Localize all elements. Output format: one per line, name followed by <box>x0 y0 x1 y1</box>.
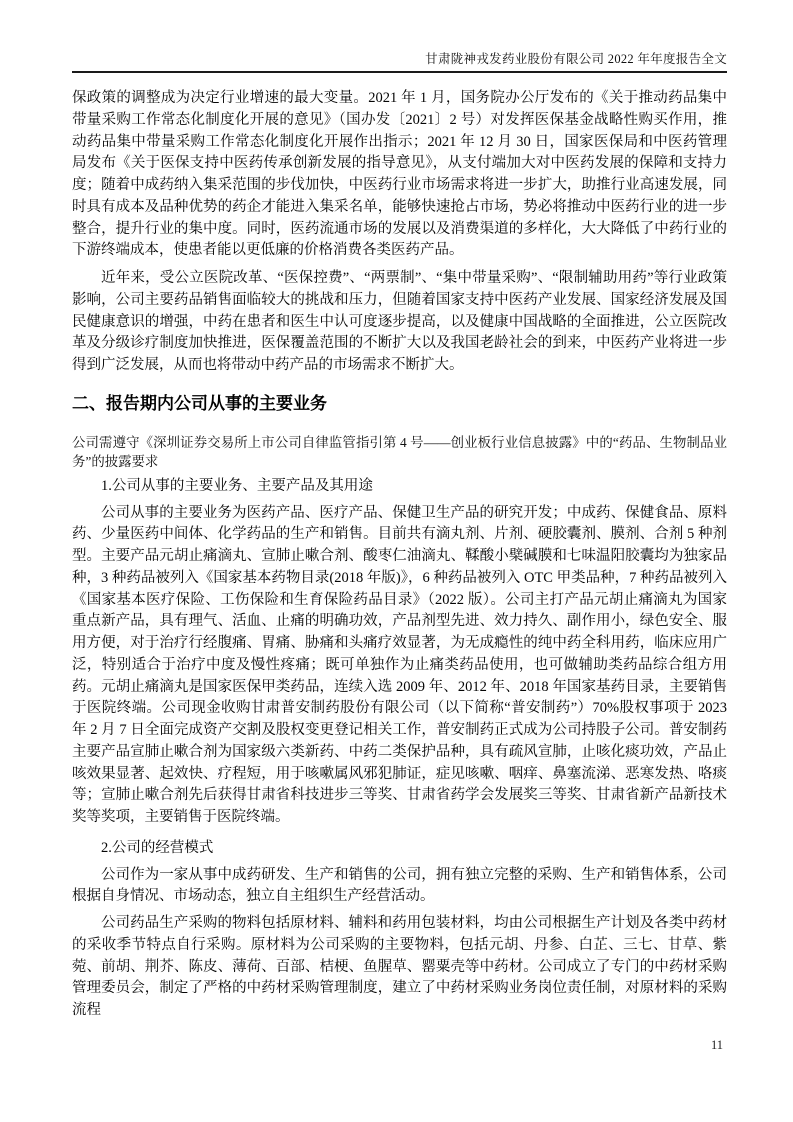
page-content <box>72 88 727 1022</box>
paragraph-recent-years: 近年来，受公立医院改革、“医保控费”、“两票制”、“集中带量采购”、“限制辅助用药”等行业政策影响，公司主要药品销售面临较大的挑战和压力，但随着国家支持中医药产业发展、国家经济发展及国民健康意识的增强，中药在患者和医生中认可度逐步提高，以及健康中国战略的全面推进，公立医院改革及分级诊疗制度加快推进，医保覆盖范围的不断扩大以及我国老龄社会的到来，中医药产业将进一步得到广泛发展，从而也将带动中药产品的市场需求不断扩大。 <box>72 270 727 373</box>
subsection-2-heading: 2.公司的经营模式 <box>101 839 214 856</box>
subsection-1-heading: 1.公司从事的主要业务、主要产品及其用途 <box>101 477 373 494</box>
paragraph-procurement: 公司药品生产采购的物料包括原材料、辅料和药用包装材料，均由公司根据生产计划及各类中药材的采收季节特点自行采购。原材料为公司采购的主要物料，包括元胡、丹参、白芷、三七、甘草、紫菀、前胡、荆芥、陈皮、薄荷、百部、桔梗、鱼腥草、罂粟壳等中药材。公司成立了专门的中药材采购管理委员会，制定了严格的中药材采购管理制度，建立了中药材采购业务岗位责任制，对原材料的采购流程 <box>72 915 727 1018</box>
page-number: 11 <box>710 1038 723 1052</box>
header-title: 甘肃陇神戎发药业股份有限公司 2022 年年度报告全文 <box>425 52 727 66</box>
section-heading-main-business: 二、报告期内公司从事的主要业务 <box>72 393 327 413</box>
paragraph-policy-continued: 保政策的调整成为决定行业增速的最大变量。2021 年 1 月，国务院办公厅发布的《关于推动药品集中带量采购工作常态化制度化开展的意见》（国办发〔2021〕2 号）对发挥医保基金战略性购买作用，推动药品集中带量采购工作常态化制度化开展作出指示；2021 年 12 月 30 日，国家医保局和中医药管理局发布《关于医保支持中医药传承创新发展的指导意见》，从支付端加大对中医药发展的保障和支持力度；随着中成药纳入集采范围的步伐加快，中医药行业市场需求将进一步扩大，助推行业高速发展，同时具有成本及品种优势的药企才能进入集采名单，能够快速抢占市场，势必将推动中医药行业的进一步整合，提升行业的集中度。同时，医药流通市场的发展以及消费渠道的多样化，大大降低了中药行业的下游终端成本，使患者能以更低廉的价格消费各类医药产品。 <box>72 90 727 259</box>
disclosure-note: 公司需遵守《深圳证券交易所上市公司自律监管指引第 4 号——创业板行业信息披露》中的“药品、生物制品业务”的披露要求 <box>72 434 727 469</box>
page-header <box>72 0 727 73</box>
paragraph-main-business: 公司从事的主要业务为医药产品、医疗产品、保健卫生产品的研究开发；中成药、保健食品、原料药、少量医药中间体、化学药品的生产和销售。目前共有滴丸剂、片剂、硬胶囊剂、膜剂、合剂 5 种剂型。主要产品元胡止痛滴丸、宣肺止嗽合剂、酸枣仁油滴丸、鞣酸小檗碱膜和七味温阳胶囊均为独家品种，3 种药品被列入《国家基本药物目录(2018 年版)》，6 种药品被列入 OTC 甲类品种，7 种药品被列入《国家基本医疗保险、工伤保险和生育保险药品目录》（2022 版）。公司主打产品元胡止痛滴丸为国家重点新产品，具有理气、活血、止痛的明确功效，产品剂型先进、效力持久、副作用小，绿色安全、服用方便，对于治疗行经腹痛、胃痛、胁痛和头痛疗效显著，为无成瘾性的纯中药全科用药，临床应用广泛，特别适合于治疗中度及慢性疼痛；既可单独作为止痛类药品使用，也可做辅助类药品综合组方用药。元胡止痛滴丸是国家医保甲类药品，连续入选 2009 年、2012 年、2018 年国家基药目录，主要销售于医院终端。公司现金收购甘肃普安制药股份有限公司（以下简称“普安制药”）70%股权事项于 2023 年 2 月 7 日全面完成资产交割及股权变更登记相关工作，普安制药正式成为公司持股子公司。普安制药主要产品宣肺止嗽合剂为国家级六类新药、中药二类保护品种，具有疏风宣肺，止咳化痰功效，产品止咳效果显著、起效快、疗程短，用于咳嗽属风邪犯肺证，症见咳嗽、咽痒、鼻塞流涕、恶寒发热、咯痰等；宣肺止嗽合剂先后获得甘肃省科技进步三等奖、甘肃省药学会发展奖三等奖、甘肃省新产品新技术奖等奖项，主要销售于医院终端。 <box>72 504 727 825</box>
paragraph-operating-model: 公司作为一家从事中成药研发、生产和销售的公司，拥有独立完整的采购、生产和销售体系，公司根据自身情况、市场动态，独立自主组织生产经营活动。 <box>72 866 727 905</box>
